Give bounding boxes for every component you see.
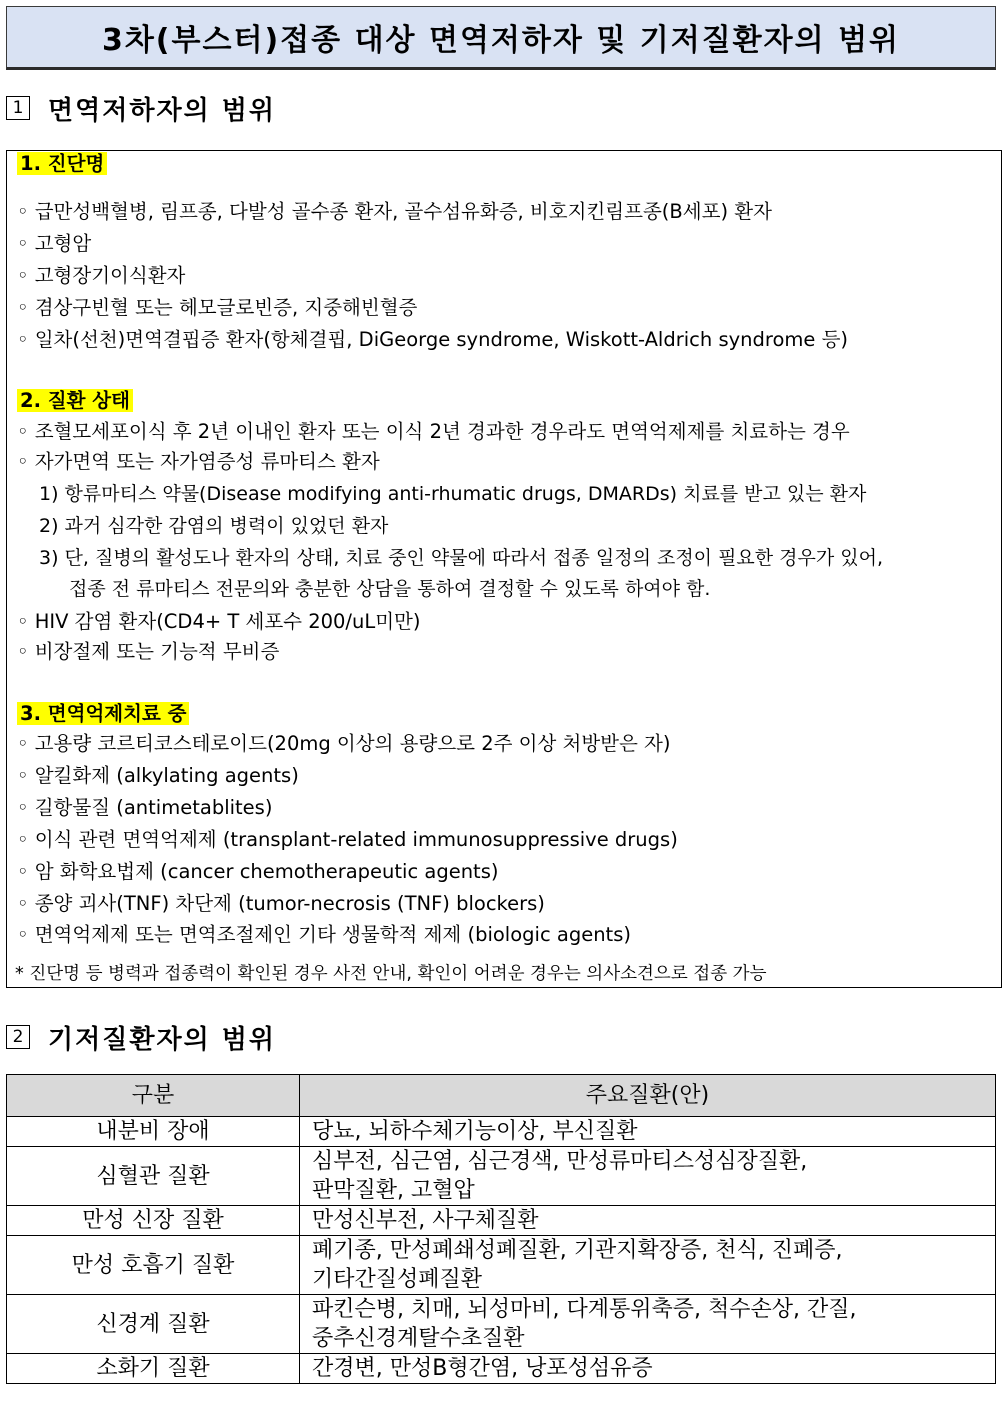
row-category: 만성 신장 질환 bbox=[7, 1206, 300, 1236]
immunocompromised-box bbox=[6, 150, 1002, 988]
row-category: 내분비 장애 bbox=[7, 1117, 300, 1147]
section2-number: 2 bbox=[6, 1025, 30, 1049]
sub-item: 1) 항류마티스 약물(Disease modifying anti-rhumatic drugs, DMARDs) 치료를 받고 있는 환자 bbox=[39, 483, 867, 505]
table-row bbox=[7, 1147, 996, 1206]
table-row bbox=[7, 1236, 996, 1295]
document-title-box bbox=[6, 6, 996, 70]
sub-item-continuation: 접종 전 류마티스 전문의와 충분한 상담을 통하여 결정할 수 있도록 하여야 함. bbox=[69, 578, 711, 600]
section1-number: 1 bbox=[6, 96, 30, 120]
section2-title: 기저질환자의 범위 bbox=[48, 1024, 276, 1055]
list-item: ◦ 고형암 bbox=[17, 232, 92, 255]
table-row bbox=[7, 1354, 996, 1384]
list-item: ◦ 조혈모세포이식 후 2년 이내인 환자 또는 이식 2년 경과한 경우라도 면역억제제를 치료하는 경우 bbox=[17, 420, 850, 443]
row-diseases: 심부전, 심근염, 심근경색, 만성류마티스성심장질환, 판막질환, 고혈압 bbox=[300, 1147, 996, 1206]
row-diseases: 파킨슨병, 치매, 뇌성마비, 다계통위축증, 척수손상, 간질, 중추신경계탈수초질환 bbox=[300, 1295, 996, 1354]
table-row bbox=[7, 1295, 996, 1354]
group3-title: 3. 면역억제치료 중 bbox=[17, 701, 189, 727]
row-diseases: 당뇨, 뇌하수체기능이상, 부신질환 bbox=[300, 1117, 996, 1147]
group1-title: 1. 진단명 bbox=[17, 151, 107, 177]
list-item: ◦ 급만성백혈병, 림프종, 다발성 골수종 환자, 골수섬유화증, 비호지킨림프종(B세포) 환자 bbox=[17, 200, 772, 223]
row-category: 신경계 질환 bbox=[7, 1295, 300, 1354]
section1-title: 면역저하자의 범위 bbox=[48, 95, 276, 126]
sub-item: 3) 단, 질병의 활성도나 환자의 상태, 치료 중인 약물에 따라서 접종 일정의 조정이 필요한 경우가 있어, bbox=[39, 547, 884, 569]
row-category: 심혈관 질환 bbox=[7, 1147, 300, 1206]
list-item: ◦ HIV 감염 환자(CD4+ T 세포수 200/uL미만) bbox=[17, 610, 421, 633]
list-item: ◦ 겸상구빈혈 또는 헤모글로빈증, 지중해빈혈증 bbox=[17, 296, 418, 319]
list-item: ◦ 일차(선천)면역결핍증 환자(항체결핍, DiGeorge syndrome, Wiskott-Aldrich syndrome 등) bbox=[17, 328, 849, 351]
list-item: ◦ 고용량 코르티코스테로이드(20mg 이상의 용량으로 2주 이상 처방받은 자) bbox=[17, 732, 671, 755]
list-item: ◦ 자가면역 또는 자가염증성 류마티스 환자 bbox=[17, 450, 380, 473]
footnote: * 진단명 등 병력과 접종력이 확인된 경우 사전 안내, 확인이 어려운 경우는 의사소견으로 접종 가능 bbox=[15, 964, 767, 984]
section1-heading bbox=[6, 91, 276, 125]
table-row bbox=[7, 1206, 996, 1236]
document-title: 3차(부스터)접종 대상 면역저하자 및 기저질환자의 범위 bbox=[101, 23, 901, 58]
list-item: ◦ 면역억제제 또는 면역조절제인 기타 생물학적 제제 (biologic agents) bbox=[17, 923, 631, 946]
header-diseases: 주요질환(안) bbox=[300, 1075, 996, 1117]
list-item: ◦ 종양 괴사(TNF) 차단제 (tumor-necrosis (TNF) blockers) bbox=[17, 892, 545, 915]
sub-item: 2) 과거 심각한 감염의 병력이 있었던 환자 bbox=[39, 515, 389, 537]
header-category: 구분 bbox=[7, 1075, 300, 1117]
list-item: ◦ 길항물질 (antimetablites) bbox=[17, 796, 273, 819]
list-item: ◦ 암 화학요법제 (cancer chemotherapeutic agents) bbox=[17, 860, 499, 883]
row-category: 소화기 질환 bbox=[7, 1354, 300, 1384]
underlying-disease-table bbox=[6, 1074, 996, 1384]
list-item: ◦ 비장절제 또는 기능적 무비증 bbox=[17, 640, 280, 663]
row-diseases: 만성신부전, 사구체질환 bbox=[300, 1206, 996, 1236]
table-header-row bbox=[7, 1075, 996, 1117]
row-diseases: 폐기종, 만성폐쇄성폐질환, 기관지확장증, 천식, 진폐증, 기타간질성폐질환 bbox=[300, 1236, 996, 1295]
table-row bbox=[7, 1117, 996, 1147]
group2-title: 2. 질환 상태 bbox=[17, 388, 133, 414]
list-item: ◦ 이식 관련 면역억제제 (transplant-related immunosuppressive drugs) bbox=[17, 828, 678, 851]
row-diseases: 간경변, 만성B형간염, 낭포성섬유증 bbox=[300, 1354, 996, 1384]
list-item: ◦ 고형장기이식환자 bbox=[17, 264, 186, 287]
list-item: ◦ 알킬화제 (alkylating agents) bbox=[17, 764, 299, 787]
row-category: 만성 호흡기 질환 bbox=[7, 1236, 300, 1295]
section2-heading bbox=[6, 1020, 276, 1054]
